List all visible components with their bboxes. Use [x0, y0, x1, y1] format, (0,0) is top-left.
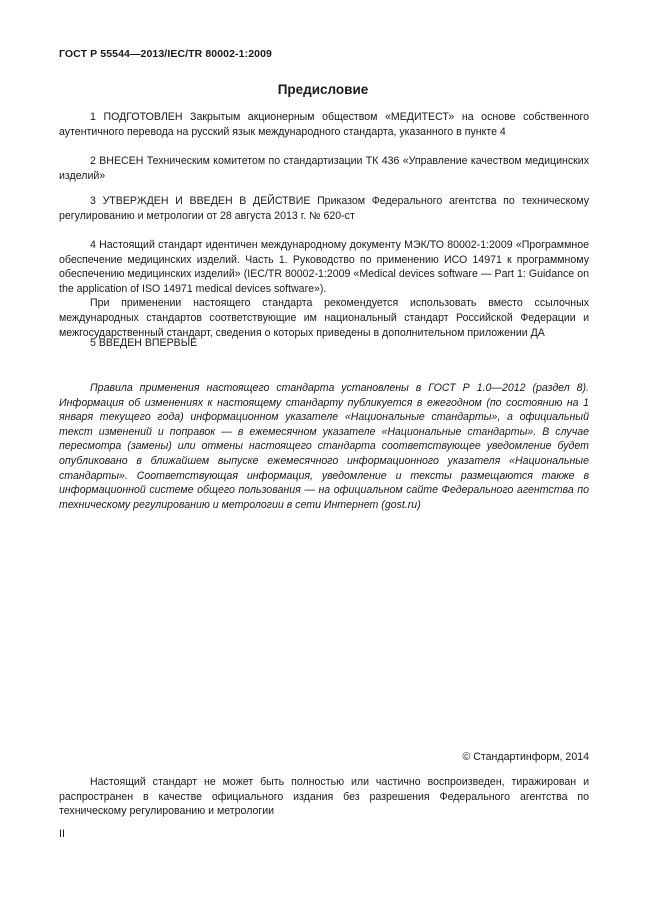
section-4: [59, 238, 589, 340]
section-1-text: 1 ПОДГОТОВЛЕН Закрытым акционерным обществом «МЕДИТЕСТ» на основе собственного аутентичного перевода на русский язык международного стандарта, указанного в пункте 4: [59, 111, 589, 138]
section-2: [59, 154, 589, 183]
section-3: [59, 194, 589, 223]
copyright-line: © Стандартинформ, 2014: [462, 751, 589, 763]
page-title: Предисловие: [277, 82, 369, 97]
standard-code-header: ГОСТ Р 55544—2013/IEC/TR 80002-1:2009: [59, 48, 272, 60]
section-5-text: 5 ВВЕДЕН ВПЕРВЫЕ: [90, 337, 198, 349]
section-5: [59, 336, 589, 351]
section-4-text: 4 Настоящий стандарт идентичен международному документу МЭК/ТО 80002-1:2009 «Программное обеспечение медицинских изделий. Часть 1. Руководство по применению ИСО 14971 к программному обеспечению медицинских изделий» (IEC/TR 80002-1:2009 «Medical devices software — Part 1: Guidance on the application of ISO 14971 medical devices software»).: [59, 239, 589, 295]
rules-notice-text: Правила применения настоящего стандарта установлены в ГОСТ Р 1.0—2012 (раздел 8). Информация об изменениях к настоящему стандарту публикуется в ежегодном (по состоянию на 1 января текущего года) информационном указателе «Национальные стандарты», а официальный текст изменений и поправок — в ежемесячном указателе «Национальные стандарты». В случае пересмотра (замены) или отмены настоящего стандарта соответствующее уведомление будет опубликовано в ближайшем выпуске ежемесячного информационного указателя «Национальные стандарты». Соответствующая информация, уведомление и тексты размещаются также в информационной системе общего пользования — на официальном сайте Федерального агентства по техническому регулированию и метрологии в сети Интернет (gost.ru): [59, 382, 589, 511]
page-number: II: [59, 828, 65, 840]
section-3-text: 3 УТВЕРЖДЕН И ВВЕДЕН В ДЕЙСТВИЕ Приказом Федерального агентства по техническому регулированию и метрологии от 28 августа 2013 г. № 620-ст: [59, 195, 589, 222]
reproduction-notice-text: Настоящий стандарт не может быть полностью или частично воспроизведен, тиражирован и распространен в качестве официального издания без разрешения Федерального агентства по техническому регулированию и метрологии: [59, 776, 589, 818]
section-4-note: При применении настоящего стандарта рекомендуется использовать вместо ссылочных международных стандартов соответствующие им национальный стандарт Российской Федерации и межгосударственный стандарт, сведения о которых приведены в дополнительном приложении ДА: [59, 297, 589, 339]
reproduction-notice: [59, 775, 589, 819]
rules-notice: [59, 381, 589, 512]
section-1: [59, 110, 589, 139]
section-2-text: 2 ВНЕСЕН Техническим комитетом по стандартизации ТК 436 «Управление качеством медицинских изделий»: [59, 155, 589, 182]
